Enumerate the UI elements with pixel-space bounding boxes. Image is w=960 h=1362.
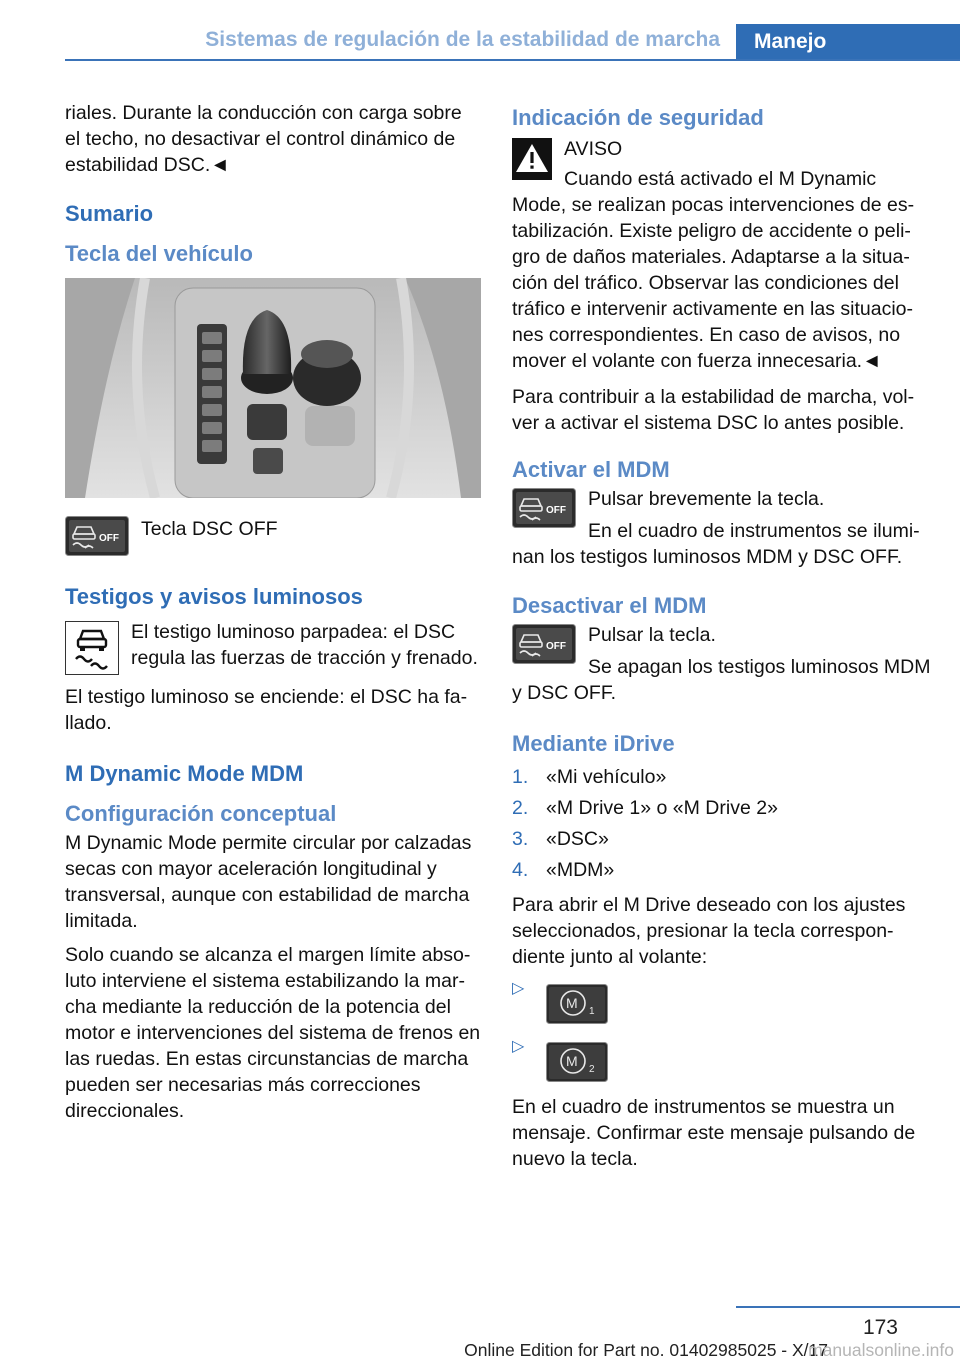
final-paragraph: En el cuadro de instrumentos se muestra un mensaje. Confirmar este mensaje pulsando de nuevo la tecla.	[512, 1096, 916, 1170]
list-text: «MDM»	[546, 859, 615, 881]
heading-testigos: Testigos y avisos luminosos	[65, 584, 363, 609]
list-text: «Mi vehículo»	[546, 766, 667, 788]
aviso-label: AVISO	[564, 138, 623, 160]
off-label: OFF	[99, 533, 119, 544]
desactivar-step-1: Pulsar la tecla.	[588, 624, 716, 646]
aviso-block	[512, 136, 932, 374]
warning-triangle-icon	[512, 138, 552, 185]
svg-text:M: M	[566, 995, 578, 1011]
heading-sumario: Sumario	[65, 201, 154, 226]
page-header	[0, 0, 960, 62]
bullet-triangle-icon: ▷	[512, 980, 525, 997]
mdm-key-icon	[512, 488, 576, 533]
heading-desactivar-mdm: Desactivar el MDM	[512, 593, 707, 618]
m1-button-icon	[546, 984, 608, 1024]
testigo-parpadea-text: El testigo luminoso parpadea: el DSC regula las fuerzas de tracción y frenado.	[131, 621, 478, 669]
list-text: «M Drive 1» o «M Drive 2»	[546, 797, 778, 819]
config-paragraph-1: M Dynamic Mode permite circular por calzadas secas con mayor aceleración longitudinal y transversal, aunque con estabilidad de marcha limitada.	[65, 832, 472, 932]
list-text: «DSC»	[546, 828, 609, 850]
heading-idrive: Mediante iDrive	[512, 731, 675, 756]
off-label: OFF	[546, 641, 566, 652]
list-item	[512, 793, 932, 824]
chapter-tab: Manejo	[736, 24, 960, 60]
heading-configuracion: Configuración conceptual	[65, 801, 337, 826]
header-rule	[65, 59, 960, 61]
testigo-row	[65, 619, 481, 684]
page-number: 173	[862, 1316, 898, 1339]
list-number: 2.	[512, 797, 529, 819]
m1-bullet-row	[512, 978, 932, 1030]
abrir-paragraph: Para abrir el M Drive deseado con los ajustes seleccionados, presionar la tecla correspondiente junto al volante:	[512, 894, 906, 968]
intro-paragraph: riales. Durante la conducción con carga sobre el techo, no desactivar el control dinámico de estabilidad DSC.◄	[65, 102, 462, 176]
heading-seguridad: Indicación de seguridad	[512, 105, 764, 130]
idrive-steps	[512, 762, 932, 886]
desactivar-row	[512, 622, 932, 706]
off-label: OFF	[546, 505, 566, 516]
heading-activar-mdm: Activar el MDM	[512, 457, 670, 482]
heading-tecla-vehiculo: Tecla del vehículo	[65, 241, 253, 266]
desactivar-step-2: Se apagan los testigos luminosos MDM y DSC OFF.	[512, 656, 931, 704]
center-console-image	[65, 278, 481, 498]
dsc-off-caption: Tecla DSC OFF	[141, 518, 278, 540]
list-item	[512, 855, 932, 886]
config-paragraph-2: Solo cuando se alcanza el margen límite absoluto interviene el sistema estabilizando la marcha mediante la reducción de la potencia del motor e intervenciones del sistema de frenos en las ruedas. En estas circunstancias de marcha pueden ser necesarias más correcciones direccionales.	[65, 944, 481, 1122]
svg-text:M: M	[566, 1053, 578, 1069]
list-number: 3.	[512, 828, 529, 850]
m1-subscript: 1	[589, 1006, 595, 1017]
edition-text: Online Edition for Part no. 01402985025 - X/17	[464, 1340, 828, 1360]
dsc-off-key-row	[65, 514, 481, 565]
testigo-enciende-text: El testigo luminoso se enciende: el DSC ha fallado.	[65, 686, 468, 734]
dsc-warning-light-icon	[65, 621, 119, 680]
left-column	[65, 100, 481, 1132]
m2-subscript: 2	[589, 1064, 595, 1075]
list-number: 1.	[512, 766, 529, 788]
activar-step-1: Pulsar brevemente la tecla.	[588, 488, 825, 510]
list-item	[512, 824, 932, 855]
section-title: Sistemas de regulación de la estabilidad de marcha	[205, 28, 720, 51]
m2-button-icon	[546, 1042, 608, 1082]
bullet-triangle-icon: ▷	[512, 1038, 525, 1055]
watermark: manualsonline.info	[808, 1340, 954, 1360]
m2-bullet-row	[512, 1036, 932, 1088]
right-column	[512, 100, 932, 1180]
footer-rule	[736, 1306, 960, 1308]
heading-mdm: M Dynamic Mode MDM	[65, 761, 304, 786]
mdm-key-icon	[512, 624, 576, 669]
activar-step-2: En el cuadro de instrumentos se iluminan los testigos luminosos MDM y DSC OFF.	[512, 520, 920, 568]
aviso-text: Cuando está activado el M Dynamic Mode, se realizan pocas intervenciones de estabilización. Existe peligro de accidente o peligro de daños materiales. Adaptarse a la situación del tráfico. Observar las condiciones del tráfico e intervenir activamente en las situaciones correspondientes. En caso de avisos, no mover el volante con fuerza innecesaria.◄	[512, 168, 915, 372]
contribuir-paragraph: Para contribuir a la estabilidad de marcha, volver a activar el sistema DSC lo antes posible.	[512, 386, 915, 434]
activar-row	[512, 486, 932, 570]
dsc-off-key-icon	[65, 516, 129, 561]
list-item	[512, 762, 932, 793]
list-number: 4.	[512, 859, 529, 881]
